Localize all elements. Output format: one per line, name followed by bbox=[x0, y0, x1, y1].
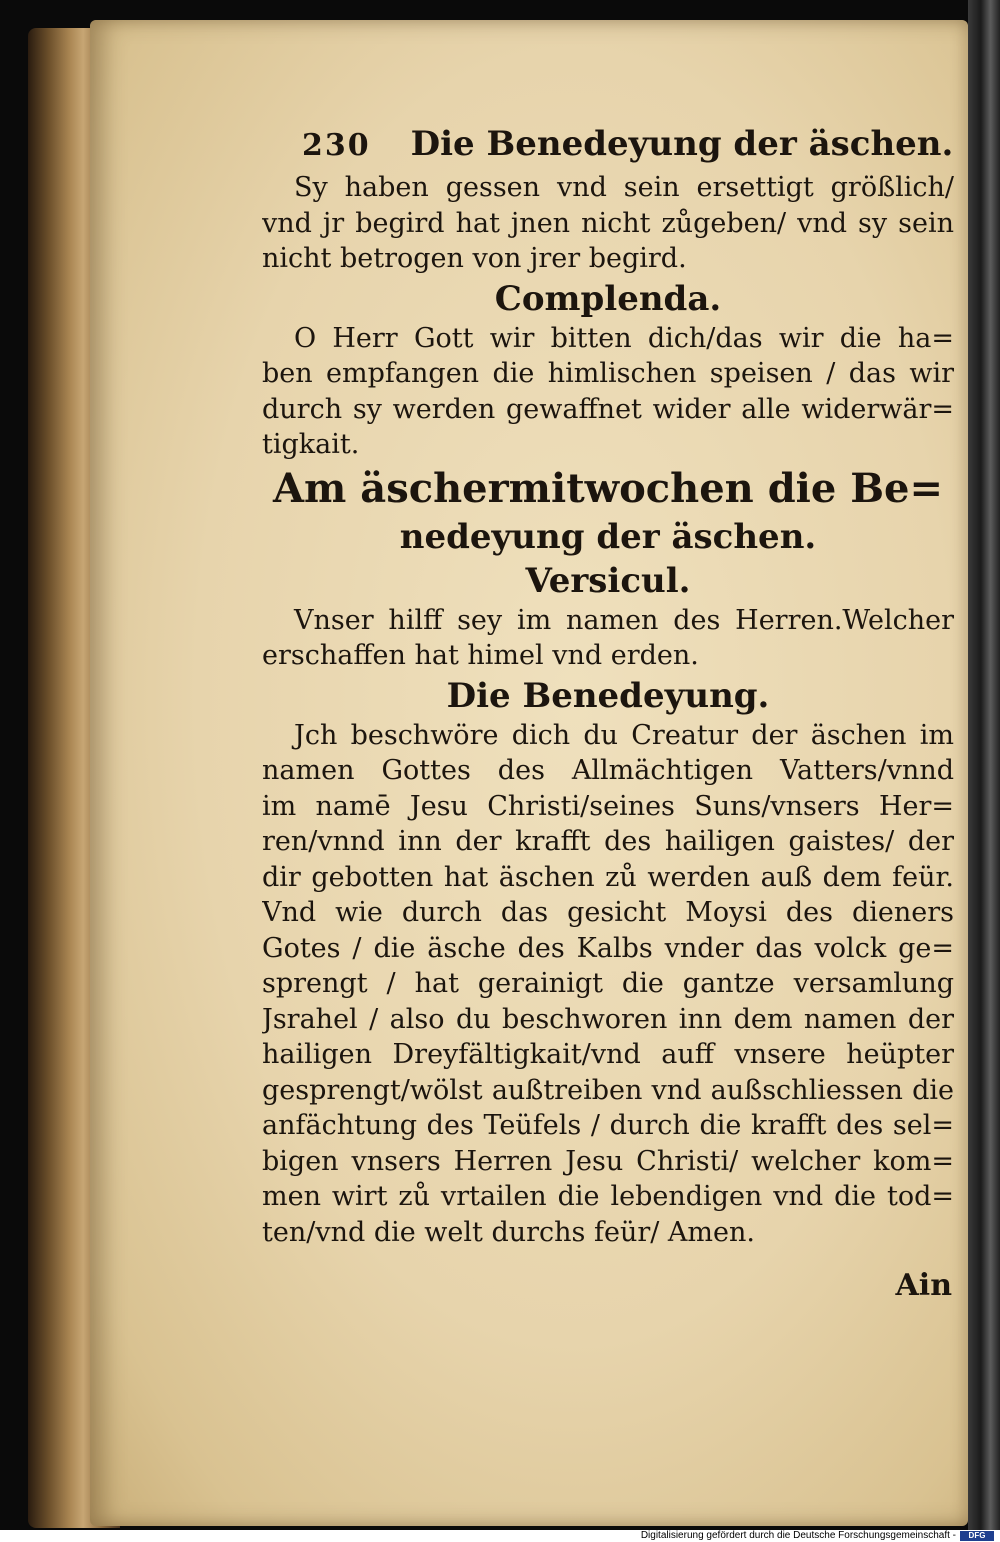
text-line: Vnd wie durch das gesicht Moysi des dieners bbox=[262, 897, 954, 928]
text-line: erschaffen hat himel vnd erden. bbox=[262, 640, 699, 671]
text-line: ben empfangen die himlischen speisen / das wir bbox=[262, 358, 954, 389]
page-header bbox=[262, 118, 954, 170]
text-line: tigkait. bbox=[262, 429, 360, 460]
section-heading: Complenda. bbox=[494, 278, 722, 319]
text-line: vnd jr begird hat jnen nicht zůgeben/ vnd sy sein bbox=[262, 207, 954, 239]
text-line: hailigen Dreyfältigkait/vnd auff vnsere heüpter bbox=[262, 1039, 954, 1070]
text-line: Jsrahel / also du beschworen inn dem namen der bbox=[262, 1003, 954, 1035]
text-line: anfächtung des Teüfels / durch die krafft des sel= bbox=[262, 1110, 954, 1141]
dfg-logo: DFG bbox=[960, 1531, 994, 1541]
text-line: dir gebotten hat äschen zů werden auß dem feür. bbox=[262, 861, 954, 893]
text-line: durch sy werden gewaffnet wider alle widerwär= bbox=[262, 393, 954, 425]
text-line: men wirt zů vrtailen die lebendigen vnd die tod= bbox=[262, 1181, 954, 1212]
text-line: O Herr Gott wir bitten dich/das wir die ha= bbox=[294, 322, 954, 354]
chapter-heading: Am äschermitwochen die Be= bbox=[273, 464, 943, 512]
text-line: Jch beschwöre dich du Creatur der äschen im bbox=[294, 719, 954, 751]
text-line: Sy haben gessen vnd sein ersettigt größlich/ bbox=[294, 172, 954, 203]
text-line: bigen vnsers Herren Jesu Christi/ welcher kom= bbox=[262, 1145, 954, 1177]
section-heading: Versicul. bbox=[525, 560, 691, 601]
page-text bbox=[262, 118, 954, 1250]
text-line: Gotes / die äsche des Kalbs vnder das volck ge= bbox=[262, 932, 954, 964]
scanner-strip bbox=[968, 0, 1000, 1530]
footer-credit: Digitalisierung gefördert durch die Deutsche Forschungsgemeinschaft - bbox=[640, 1530, 956, 1541]
text-line: sprengt / hat gerainigt die gantze versamlung bbox=[262, 968, 954, 999]
text-line: ten/vnd die welt durchs feür/ Amen. bbox=[262, 1216, 755, 1248]
chapter-heading: nedeyung der äschen. bbox=[399, 516, 817, 557]
section-heading: Die Benedeyung. bbox=[446, 675, 770, 716]
text-line: ren/vnnd inn der krafft des hailigen gaistes/ der bbox=[262, 826, 954, 857]
footer-bar bbox=[0, 1530, 1000, 1542]
text-line: namen Gottes des Allmächtigen Vatters/vnnd bbox=[262, 755, 954, 786]
text-line: Vnser hilff sey im namen des Herren.Welcher bbox=[294, 604, 954, 636]
text-line: gesprengt/wölst außtreiben vnd außschliessen die bbox=[262, 1074, 954, 1106]
running-head: Die Benedeyung der äschen. bbox=[410, 124, 954, 164]
page-number: 230 bbox=[302, 128, 371, 163]
text-line: nicht betrogen von jrer begird. bbox=[262, 243, 687, 274]
text-line: im namē Jesu Christi/seines Suns/vnsers Her= bbox=[262, 790, 954, 822]
catchword: Ain bbox=[895, 1268, 952, 1303]
